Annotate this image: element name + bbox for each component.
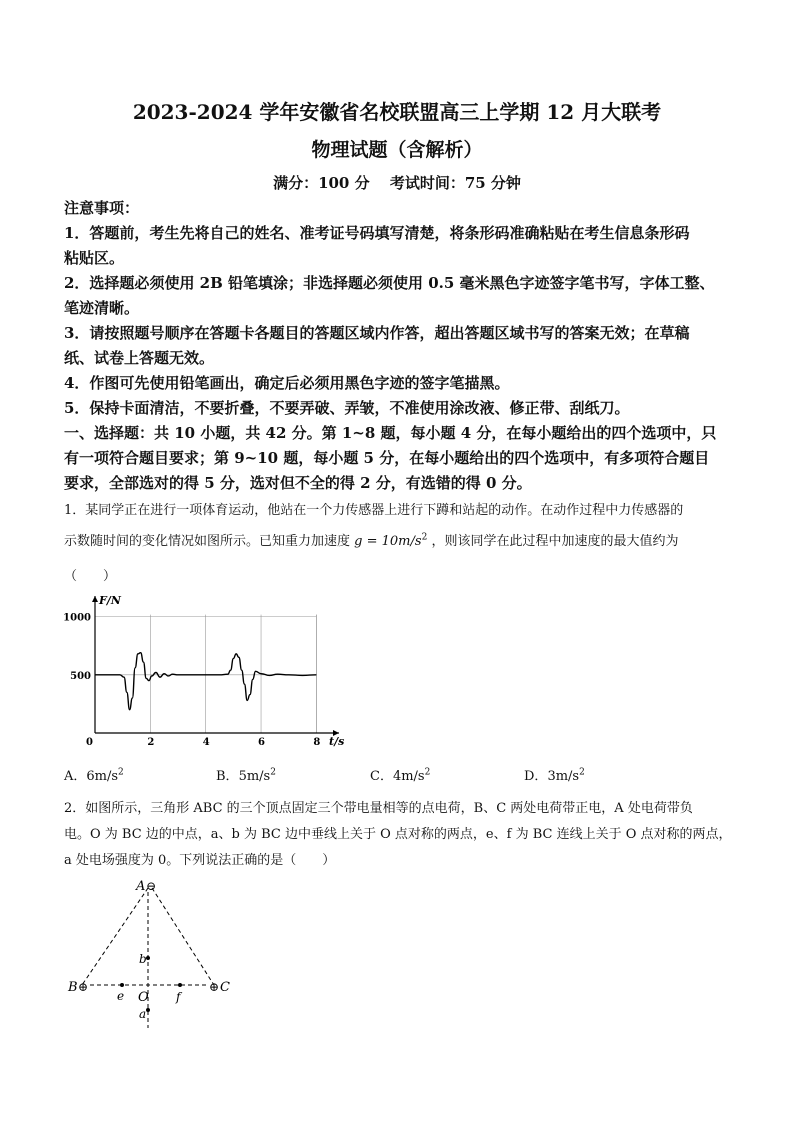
negative-charge-icon: ⊖: [146, 879, 157, 893]
q1-option-b[interactable]: [216, 765, 276, 784]
chart-ticks: [63, 613, 320, 748]
point-e: [120, 983, 124, 987]
g-expression: g = 10m/s: [354, 534, 422, 549]
section-instructions: 要求，全部选对的得 5 分，选对但不全的得 2 分，有选错的得 0 分。: [64, 474, 532, 492]
q1-stem-line2: [64, 530, 678, 549]
option-label: C．: [370, 769, 393, 784]
option-value: 3m/s: [547, 769, 580, 784]
point-f: [178, 983, 182, 987]
notes-line: 4．作图可先使用铅笔画出，确定后必须用黑色字迹的签字笔描黑。: [64, 374, 510, 392]
x-axis-label: t/s: [329, 735, 345, 748]
positive-charge-icon: ⊕: [209, 980, 220, 994]
document-subtitle: 物理试题（含解析）: [311, 139, 483, 161]
q2-stem: 电。O 为 BC 边的中点，a、b 为 BC 边中垂线上关于 O 点对称的两点，e、f 为 BC 连线上关于 O 点对称的两点，: [64, 827, 732, 842]
label-O: O: [138, 990, 149, 1005]
q1-answer-bracket: （ ）: [64, 569, 117, 584]
notes-line: 3．请按照题号顺序在答题卡各题目的答题区域内作答，超出答题区域书写的答案无效；在草稿: [64, 324, 690, 342]
y-tick-label: 500: [70, 670, 91, 682]
option-label: A．: [64, 769, 87, 784]
q1-stem-part: 示数随时间的变化情况如图所示。已知重力加速度: [64, 534, 351, 549]
document-title: 2023-2024 学年安徽省名校联盟高三上学期 12 月大联考: [132, 100, 662, 124]
y-axis-label: F/N: [99, 594, 121, 607]
q1-stem: 1．某同学正在进行一项体育运动，他站在一个力传感器上进行下蹲和站起的动作。在动作过程中力传感器的: [64, 503, 684, 518]
option-label: B．: [216, 769, 239, 784]
label-a: a: [139, 1007, 147, 1021]
exam-meta: 满分：100 分 考试时间：75 分钟: [273, 174, 521, 192]
notes-line: 5．保持卡面清洁，不要折叠，不要弄破、弄皱，不准使用涂改液、修正带、刮纸刀。: [64, 399, 630, 417]
label-B: B: [68, 980, 78, 995]
option-exponent: 2: [424, 767, 431, 778]
label-f: f: [176, 990, 181, 1004]
x-tick-label: 2: [147, 737, 155, 748]
option-exponent: 2: [270, 767, 276, 778]
q1-stem-part: ，则该同学在此过程中加速度的最大值约为: [431, 534, 679, 549]
label-e: e: [117, 989, 125, 1003]
notes-line: 2．选择题必须使用 2B 铅笔填涂；非选择题必须使用 0.5 毫米黑色字迹签字笔书写，字体工整、: [64, 274, 715, 292]
notes-heading: 注意事项：: [64, 199, 140, 217]
x-tick-label: 4: [202, 737, 210, 748]
g-exponent: 2: [421, 532, 428, 543]
q1-option-c[interactable]: [370, 765, 430, 784]
positive-charge-icon: ⊕: [78, 980, 89, 994]
option-exponent: 2: [118, 767, 124, 778]
chart-grid: [95, 615, 316, 733]
edge-ab: [82, 888, 148, 985]
charge-triangle-diagram: [60, 870, 260, 1030]
notes-line: 1．答题前，考生先将自己的姓名、准考证号码填写清楚，将条形码准确粘贴在考生信息条形码: [64, 224, 690, 242]
label-A: A: [136, 879, 146, 894]
y-axis-arrow: [92, 596, 98, 602]
y-tick-label: 1000: [63, 612, 91, 624]
chart-axes: [92, 596, 339, 736]
q1-option-d[interactable]: [524, 765, 585, 784]
q2-stem: a 处电场强度为 0。下列说法正确的是（ ）: [64, 853, 336, 868]
point-a: [146, 1008, 150, 1012]
notes-line: 粘贴区。: [64, 249, 125, 267]
option-value: 4m/s: [392, 769, 425, 784]
option-label: D．: [524, 769, 548, 784]
x-tick-label: 0: [86, 737, 93, 748]
x-tick-label: 6: [258, 737, 266, 748]
q1-option-a[interactable]: [64, 765, 124, 784]
notes-line: 纸、试卷上答题无效。: [64, 349, 215, 367]
section-instructions: 有一项符合题目要求；第 9~10 题，每小题 5 分，在每小题给出的四个选项中，有多项符合题目: [64, 449, 710, 467]
force-time-chart: [60, 588, 345, 748]
option-value: 6m/s: [86, 769, 119, 784]
q2-stem: 2．如图所示，三角形 ABC 的三个顶点固定三个带电量相等的点电荷，B、C 两处电荷带正电，A 处电荷带负: [64, 801, 693, 816]
label-C: C: [220, 980, 230, 995]
x-tick-label: 8: [313, 737, 321, 748]
edge-ac: [152, 888, 214, 985]
option-exponent: 2: [579, 767, 585, 778]
section-instructions: 一、选择题：共 10 小题，共 42 分。第 1~8 题，每小题 4 分，在每小题给出的四个选项中，只: [64, 424, 717, 442]
option-value: 5m/s: [238, 769, 271, 784]
label-b: b: [139, 952, 147, 966]
notes-line: 笔迹清晰。: [64, 299, 140, 317]
